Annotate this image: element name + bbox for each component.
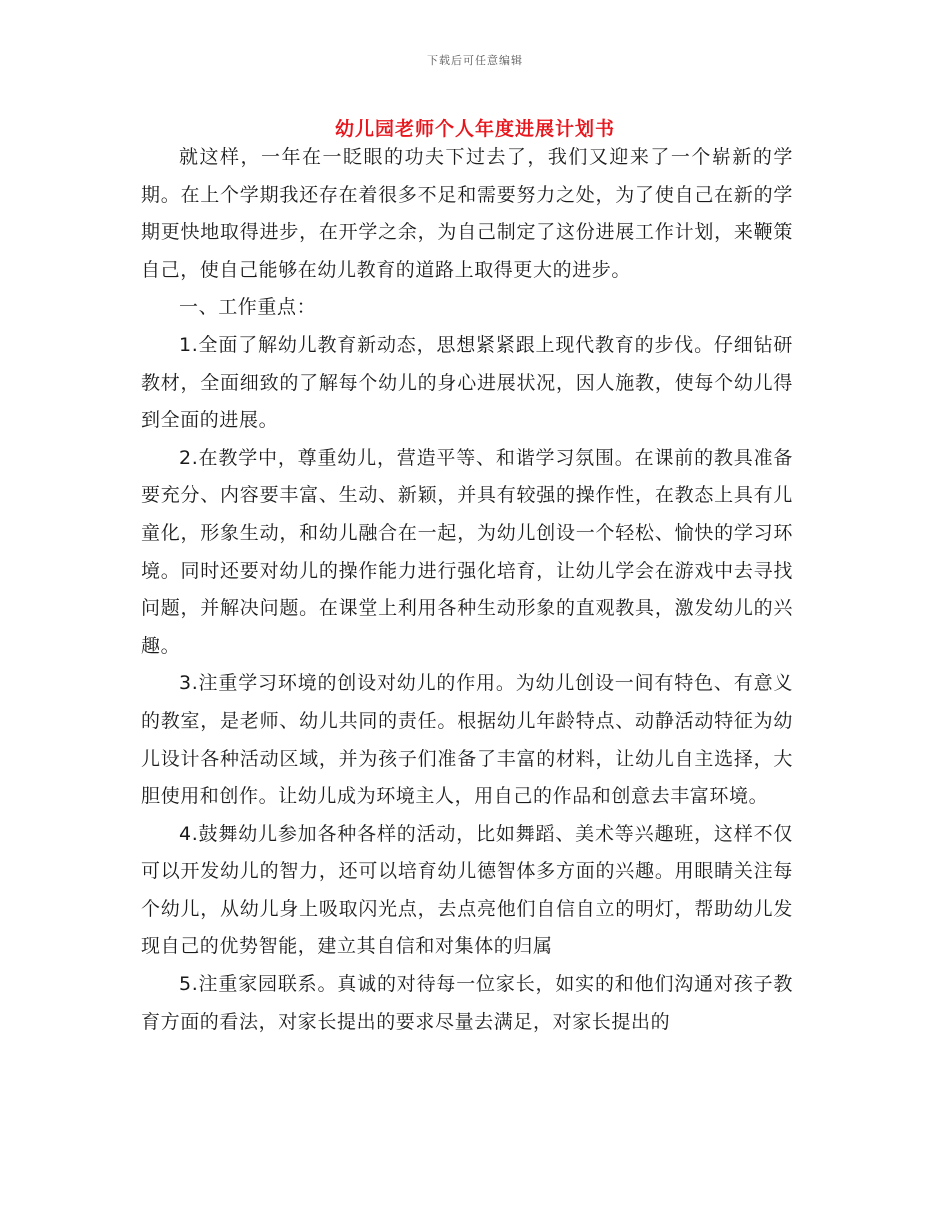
document-body	[141, 139, 793, 1041]
paragraph-item-2: 2.在教学中，尊重幼儿，营造平等、和谐学习氛围。在课前的教具准备要充分、内容要丰富、生动、新颖，并具有较强的操作性，在教态上具有儿童化，形象生动，和幼儿融合在一起，为幼儿创设一个轻松、愉快的学习环境。同时还要对幼儿的操作能力进行强化培育，让幼儿学会在游戏中去寻找问题，并解决问题。在课堂上利用各种生动形象的直观教具，激发幼儿的兴趣。	[141, 446, 793, 657]
header-note: 下载后可任意编辑	[427, 54, 523, 67]
paragraph-item-5: 5.注重家园联系。真诚的对待每一位家长，如实的和他们沟通对孩子教育方面的看法，对家长提出的要求尽量去满足，对家长提出的	[141, 973, 793, 1033]
paragraph-item-3: 3.注重学习环境的创设对幼儿的作用。为幼儿创设一间有特色、有意义的教室，是老师、幼儿共同的责任。根据幼儿年龄特点、动静活动特征为幼儿设计各种活动区域，并为孩子们准备了丰富的材料，让幼儿自主选择，大胆使用和创作。让幼儿成为环境主人，用自己的作品和创意去丰富环境。	[141, 672, 793, 808]
section-heading: 一、工作重点：	[179, 296, 317, 319]
paragraph-item-4: 4.鼓舞幼儿参加各种各样的活动，比如舞蹈、美术等兴趣班，这样不仅可以开发幼儿的智力，还可以培育幼儿德智体多方面的兴趣。用眼睛关注每个幼儿，从幼儿身上吸取闪光点，去点亮他们自信自立的明灯，帮助幼儿发现自己的优势智能，建立其自信和对集体的归属	[141, 822, 793, 958]
document-title: 幼儿园老师个人年度进展计划书	[334, 118, 615, 140]
paragraph-intro: 就这样，一年在一眨眼的功夫下过去了，我们又迎来了一个崭新的学期。在上个学期我还存在着很多不足和需要努力之处，为了使自己在新的学期更快地取得进步，在开学之余，为自己制定了这份进展工作计划，来鞭策自己，使自己能够在幼儿教育的道路上取得更大的进步。	[141, 146, 793, 281]
paragraph-item-1: 1.全面了解幼儿教育新动态，思想紧紧跟上现代教育的步伐。仔细钻研教材，全面细致的了解每个幼儿的身心进展状况，因人施教，使每个幼儿得到全面的进展。	[141, 333, 793, 432]
